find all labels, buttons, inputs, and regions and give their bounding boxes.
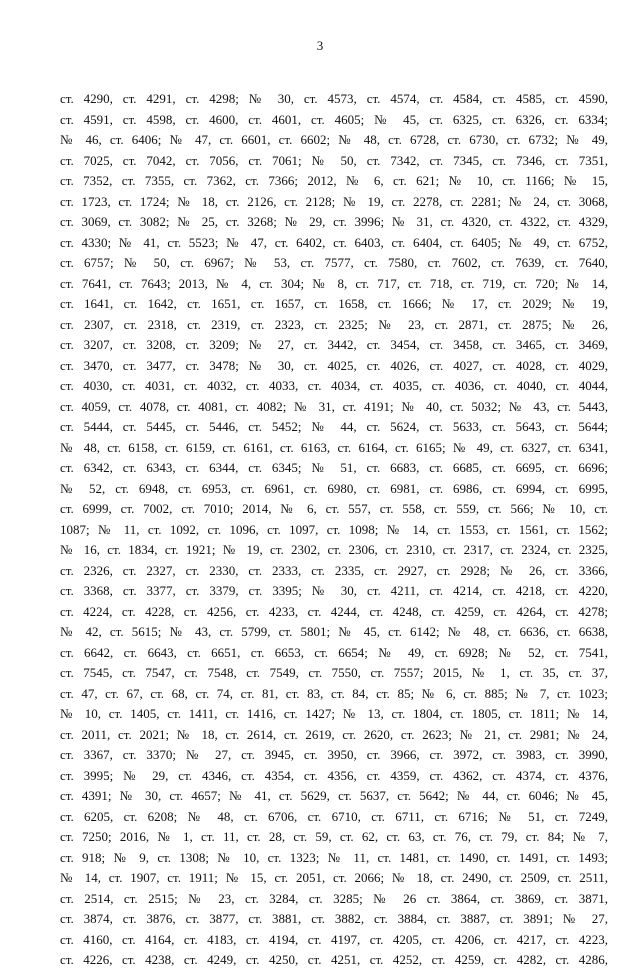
text-line: ст. 4030, ст. 4031, ст. 4032, ст. 4033, ст. 4034, ст. 4035, ст. 4036, ст. 4040, ст. 4044, bbox=[60, 378, 608, 393]
text-line: ст. 3995; № 29, ст. 4346, ст. 4354, ст. 4356, ст. 4359, ст. 4362, ст. 4374, ст. 4376, bbox=[60, 767, 608, 783]
page-number: 3 bbox=[316, 38, 324, 53]
body-text bbox=[60, 89, 608, 971]
text-line: ст. 1641, ст. 1642, ст. 1651, ст. 1657, ст. 1658, ст. 1666; № 17, ст. 2029; № 19, bbox=[60, 296, 608, 311]
text-line: ст. 4591, ст. 4598, ст. 4600, ст. 4601, ст. 4605; № 45, ст. 6325, ст. 6326, ст. 6334; bbox=[60, 111, 608, 127]
text-line: ст. 47, ст. 67, ст. 68, ст. 74, ст. 81, ст. 83, ст. 84, ст. 85; № 6, ст. 885; № 7, ст. 1023; bbox=[60, 685, 608, 701]
text-line: ст. 7025, ст. 7042, ст. 7056, ст. 7061; № 50, ст. 7342, ст. 7345, ст. 7346, ст. 7351, bbox=[60, 152, 608, 168]
text-line: № 42, ст. 5615; № 43, ст. 5799, ст. 5801; № 45, ст. 6142; № 48, ст. 6636, ст. 6638, bbox=[60, 624, 608, 639]
text-line: ст. 3470, ст. 3477, ст. 3478; № 30, ст. 4025, ст. 4026, ст. 4027, ст. 4028, ст. 4029, bbox=[60, 357, 608, 373]
text-line: ст. 2326, ст. 2327, ст. 2330, ст. 2333, ст. 2335, ст. 2927, ст. 2928; № 26, ст. 3366, bbox=[60, 562, 608, 578]
text-line: ст. 3874, ст. 3876, ст. 3877, ст. 3881, ст. 3882, ст. 3884, ст. 3887, ст. 3891; № 27, bbox=[60, 911, 608, 926]
text-line: 1087; № 11, ст. 1092, ст. 1096, ст. 1097, ст. 1098; № 14, ст. 1553, ст. 1561, ст. 1562; bbox=[60, 521, 608, 537]
text-line: ст. 2011, ст. 2021; № 18, ст. 2614, ст. 2619, ст. 2620, ст. 2623; № 21, ст. 2981; № 24, bbox=[60, 726, 608, 742]
text-line: ст. 4226, ст. 4238, ст. 4249, ст. 4250, ст. 4251, ст. 4252, ст. 4259, ст. 4282, ст. 4286, bbox=[60, 952, 608, 967]
text-line: ст. 3207, ст. 3208, ст. 3209; № 27, ст. 3442, ст. 3454, ст. 3458, ст. 3465, ст. 3469, bbox=[60, 337, 608, 352]
text-line: ст. 4224, ст. 4228, ст. 4256, ст. 4233, ст. 4244, ст. 4248, ст. 4259, ст. 4264, ст. 4278; bbox=[60, 603, 608, 619]
text-line: ст. 4160, ст. 4164, ст. 4183, ст. 4194, ст. 4197, ст. 4205, ст. 4206, ст. 4217, ст. 4223, bbox=[60, 931, 608, 947]
text-line: ст. 4330; № 41, ст. 5523; № 47, ст. 6402, ст. 6403, ст. 6404, ст. 6405; № 49, ст. 6752, bbox=[60, 234, 608, 250]
text-line: ст. 2514, ст. 2515; № 23, ст. 3284, ст. 3285; № 26 ст. 3864, ст. 3869, ст. 3871, bbox=[60, 890, 608, 906]
text-line: ст. 7641, ст. 7643; 2013, № 4, ст. 304; № 8, ст. 717, ст. 718, ст. 719, ст. 720; № 14, bbox=[60, 275, 608, 291]
text-line: ст. 2307, ст. 2318, ст. 2319, ст. 2323, ст. 2325; № 23, ст. 2871, ст. 2875; № 26, bbox=[60, 316, 608, 332]
text-line: ст. 6342, ст. 6343, ст. 6344, ст. 6345; № 51, ст. 6683, ст. 6685, ст. 6695, ст. 6696; bbox=[60, 460, 608, 475]
text-line: ст. 3368, ст. 3377, ст. 3379, ст. 3395; № 30, ст. 4211, ст. 4214, ст. 4218, ст. 4220, bbox=[60, 583, 608, 598]
text-line: № 52, ст. 6948, ст. 6953, ст. 6961, ст. 6980, ст. 6981, ст. 6986, ст. 6994, ст. 6995, bbox=[60, 480, 608, 496]
text-line: ст. 7545, ст. 7547, ст. 7548, ст. 7549, ст. 7550, ст. 7557; 2015, № 1, ст. 35, ст. 37, bbox=[60, 665, 608, 680]
text-line: ст. 4391; № 30, ст. 4657; № 41, ст. 5629, ст. 5637, ст. 5642; № 44, ст. 6046; № 45, bbox=[60, 788, 608, 803]
text-line: ст. 7352, ст. 7355, ст. 7362, ст. 7366; 2012, № 6, ст. 621; № 10, ст. 1166; № 15, bbox=[60, 173, 608, 188]
text-line: № 46, ст. 6406; № 47, ст. 6601, ст. 6602; № 48, ст. 6728, ст. 6730, ст. 6732; № 49, bbox=[60, 132, 608, 147]
text-line: № 48, ст. 6158, ст. 6159, ст. 6161, ст. 6163, ст. 6164, ст. 6165; № 49, ст. 6327, ст. 6341, bbox=[60, 439, 608, 455]
text-line: ст. 3367, ст. 3370; № 27, ст. 3945, ст. 3950, ст. 3966, ст. 3972, ст. 3983, ст. 3990, bbox=[60, 747, 608, 762]
text-line: ст. 6757; № 50, ст. 6967; № 53, ст. 7577, ст. 7580, ст. 7602, ст. 7639, ст. 7640, bbox=[60, 255, 608, 270]
text-line: ст. 1723, ст. 1724; № 18, ст. 2126, ст. 2128; № 19, ст. 2278, ст. 2281; № 24, ст. 3068, bbox=[60, 193, 608, 209]
text-line: ст. 6642, ст. 6643, ст. 6651, ст. 6653, ст. 6654; № 49, ст. 6928; № 52, ст. 7541, bbox=[60, 644, 608, 660]
text-line: ст. 4059, ст. 4078, ст. 4081, ст. 4082; № 31, ст. 4191; № 40, ст. 5032; № 43, ст. 5443, bbox=[60, 398, 608, 414]
text-line: ст. 5444, ст. 5445, ст. 5446, ст. 5452; № 44, ст. 5624, ст. 5633, ст. 5643, ст. 5644; bbox=[60, 419, 608, 434]
text-line: № 10, ст. 1405, ст. 1411, ст. 1416, ст. 1427; № 13, ст. 1804, ст. 1805, ст. 1811; № 14, bbox=[60, 706, 608, 721]
text-line: № 14, ст. 1907, ст. 1911; № 15, ст. 2051, ст. 2066; № 18, ст. 2490, ст. 2509, ст. 2511, bbox=[60, 870, 608, 885]
text-line: ст. 4290, ст. 4291, ст. 4298; № 30, ст. 4573, ст. 4574, ст. 4584, ст. 4585, ст. 4590, bbox=[60, 91, 608, 106]
text-line: № 16, ст. 1834, ст. 1921; № 19, ст. 2302, ст. 2306, ст. 2310, ст. 2317, ст. 2324, ст. 2325, bbox=[60, 542, 608, 557]
text-line: ст. 3069, ст. 3082; № 25, ст. 3268; № 29, ст. 3996; № 31, ст. 4320, ст. 4322, ст. 4329, bbox=[60, 214, 608, 229]
text-line: ст. 6999, ст. 7002, ст. 7010; 2014, № 6, ст. 557, ст. 558, ст. 559, ст. 566; № 10, ст. bbox=[60, 501, 608, 516]
text-line: ст. 918; № 9, ст. 1308; № 10, ст. 1323; № 11, ст. 1481, ст. 1490, ст. 1491, ст. 1493; bbox=[60, 849, 608, 865]
text-line: ст. 7250; 2016, № 1, ст. 11, ст. 28, ст. 59, ст. 62, ст. 63, ст. 76, ст. 79, ст. 84; № 7, bbox=[60, 829, 608, 844]
text-line: ст. 6205, ст. 6208; № 48, ст. 6706, ст. 6710, ст. 6711, ст. 6716; № 51, ст. 7249, bbox=[60, 808, 608, 824]
